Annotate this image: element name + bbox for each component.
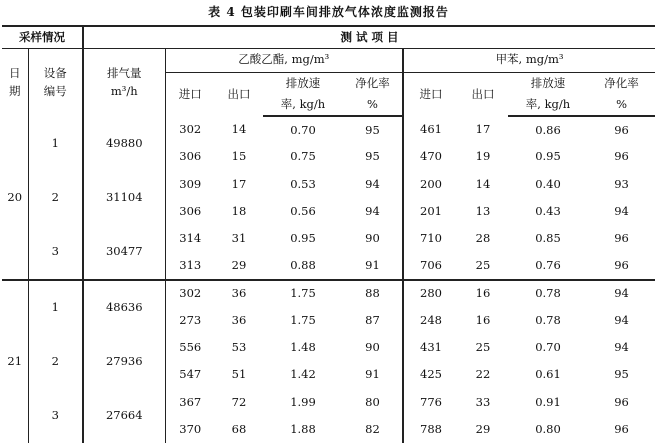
b-rate-header-1: 排放速 <box>508 72 588 94</box>
a-rate-header-2: 率, kg/h <box>263 94 343 116</box>
cell-a-out: 72 <box>231 394 247 409</box>
table-row <box>2 389 655 416</box>
cell-b-rate: 0.91 <box>535 394 561 409</box>
a-rate-header-1: 排放速 <box>263 72 343 94</box>
cell-b-in: 425 <box>420 367 442 382</box>
cell-a-eff: 90 <box>343 225 403 252</box>
cell-b-rate: 0.95 <box>535 149 561 164</box>
cell-a-rate: 1.99 <box>290 394 316 409</box>
cell-b-in: 431 <box>420 340 442 355</box>
cell-exhaust: 27664 <box>83 389 165 444</box>
cell-a-out: 51 <box>231 367 247 382</box>
a-eff-header-1: 净化率 <box>343 72 403 94</box>
cell-b-out: 14 <box>475 176 491 191</box>
cell-a-rate: 0.75 <box>290 149 316 164</box>
cell-a-in: 302 <box>165 280 215 307</box>
cell-b-rate: 0.78 <box>535 312 561 327</box>
cell-a-rate: 0.70 <box>290 122 316 137</box>
cell-a-in: 313 <box>179 257 202 272</box>
cell-b-eff: 96 <box>614 257 629 272</box>
cell-device: 2 <box>28 334 83 389</box>
cell-a-rate: 1.75 <box>263 280 343 307</box>
cell-exhaust: 30477 <box>83 225 165 280</box>
cell-b-in: 788 <box>420 421 442 436</box>
cell-a-eff: 90 <box>343 334 403 361</box>
cell-b-out: 19 <box>475 149 491 164</box>
cell-a-rate: 1.88 <box>290 421 316 436</box>
cell-b-eff: 96 <box>614 394 629 409</box>
cell-b-eff: 96 <box>614 122 629 137</box>
table-body <box>2 116 655 443</box>
cell-a-in: 547 <box>179 367 202 382</box>
cell-a-eff: 95 <box>343 143 403 170</box>
cell-b-eff: 95 <box>614 367 629 382</box>
table-row <box>2 225 655 252</box>
table-row <box>2 116 655 143</box>
cell-b-in: 200 <box>420 176 442 191</box>
cell-b-eff: 94 <box>614 312 629 327</box>
table-row <box>2 280 655 307</box>
a-outlet-header: 出口 <box>215 72 263 116</box>
cell-a-out: 17 <box>231 176 247 191</box>
cell-a-eff: 91 <box>343 252 403 279</box>
cell-b-in: 470 <box>420 149 442 164</box>
cell-a-out: 31 <box>231 231 247 246</box>
cell-b-rate: 0.70 <box>535 340 561 355</box>
cell-b-out: 25 <box>475 340 491 355</box>
cell-a-eff: 87 <box>343 307 403 334</box>
cell-b-eff: 96 <box>614 231 629 246</box>
cell-device: 2 <box>28 171 83 226</box>
cell-b-rate: 0.76 <box>535 257 561 272</box>
cell-a-out: 29 <box>231 257 247 272</box>
cell-b-in: 776 <box>420 394 442 409</box>
cell-exhaust: 49880 <box>83 116 165 171</box>
cell-a-eff: 88 <box>343 280 403 307</box>
cell-a-rate: 1.75 <box>290 312 316 327</box>
cell-b-out: 28 <box>475 231 491 246</box>
cell-a-out: 53 <box>231 340 247 355</box>
table-title: 表 4 包装印刷车间排放气体浓度监测报告 <box>208 5 449 19</box>
b-eff-header-2: % <box>588 94 655 116</box>
cell-b-out: 16 <box>458 280 508 307</box>
cell-a-out: 18 <box>231 203 247 218</box>
cell-b-eff: 94 <box>588 280 655 307</box>
cell-a-out: 36 <box>215 280 263 307</box>
cell-a-eff: 94 <box>343 198 403 225</box>
cell-b-out: 25 <box>475 257 491 272</box>
cell-a-rate: 0.88 <box>290 257 316 272</box>
cell-b-rate: 0.78 <box>508 280 588 307</box>
cell-b-eff: 94 <box>614 340 629 355</box>
cell-device: 1 <box>28 116 83 171</box>
cell-b-out: 17 <box>475 122 491 137</box>
date-header: 日 期 <box>2 48 28 116</box>
cell-date: 21 <box>2 280 28 444</box>
cell-a-in: 314 <box>179 231 202 246</box>
cell-date: 20 <box>2 116 28 280</box>
cell-b-in: 248 <box>420 312 442 327</box>
ethyl-acetate-header: 乙酸乙酯, mg/m³ <box>165 48 403 72</box>
cell-a-in: 306 <box>179 149 202 164</box>
b-rate-header-2: 率, kg/h <box>508 94 588 116</box>
cell-b-rate: 0.43 <box>535 203 561 218</box>
cell-b-out: 16 <box>475 312 491 327</box>
cell-b-in: 280 <box>403 280 458 307</box>
cell-b-in: 710 <box>420 231 442 246</box>
cell-a-rate: 1.48 <box>290 340 316 355</box>
cell-b-rate: 0.86 <box>535 122 561 137</box>
cell-a-in: 556 <box>179 340 202 355</box>
cell-b-rate: 0.85 <box>535 231 561 246</box>
cell-b-eff: 94 <box>614 203 629 218</box>
cell-a-in: 370 <box>179 421 202 436</box>
monitoring-table <box>2 25 655 443</box>
cell-device: 3 <box>28 389 83 444</box>
b-inlet-header: 进口 <box>403 72 458 116</box>
cell-device: 1 <box>28 280 83 335</box>
cell-b-in: 706 <box>420 257 442 272</box>
cell-b-eff: 96 <box>614 421 629 436</box>
cell-a-in: 302 <box>179 122 202 137</box>
cell-a-eff: 80 <box>343 389 403 416</box>
cell-a-rate: 0.56 <box>290 203 316 218</box>
cell-b-out: 13 <box>475 203 491 218</box>
cell-b-eff: 93 <box>614 176 629 191</box>
a-inlet-header: 进口 <box>165 72 215 116</box>
sampling-header: 采样情况 <box>2 26 83 48</box>
cell-b-in: 201 <box>420 203 442 218</box>
cell-a-in: 306 <box>179 203 202 218</box>
cell-b-rate: 0.40 <box>535 176 561 191</box>
cell-a-eff: 95 <box>343 116 403 143</box>
table-row <box>2 171 655 198</box>
cell-a-out: 15 <box>231 149 247 164</box>
cell-device: 3 <box>28 225 83 280</box>
cell-a-out: 14 <box>231 122 247 137</box>
cell-exhaust: 48636 <box>83 280 165 335</box>
cell-b-out: 22 <box>475 367 491 382</box>
cell-a-eff: 94 <box>343 171 403 198</box>
a-eff-header-2: % <box>343 94 403 116</box>
cell-a-rate: 1.42 <box>290 367 316 382</box>
cell-b-out: 33 <box>475 394 491 409</box>
cell-exhaust: 27936 <box>83 334 165 389</box>
cell-b-eff: 96 <box>614 149 629 164</box>
cell-a-in: 273 <box>179 312 202 327</box>
cell-a-in: 367 <box>179 394 202 409</box>
cell-a-eff: 82 <box>343 416 403 443</box>
testing-header: 测 试 项 目 <box>83 26 655 48</box>
cell-a-rate: 0.95 <box>290 231 316 246</box>
cell-b-rate: 0.80 <box>535 421 561 436</box>
cell-a-rate: 0.53 <box>290 176 316 191</box>
cell-a-out: 68 <box>231 421 247 436</box>
cell-a-eff: 91 <box>343 361 403 388</box>
cell-b-rate: 0.61 <box>535 367 561 382</box>
device-header: 设备 编号 <box>28 48 83 116</box>
cell-b-in: 461 <box>420 122 442 137</box>
cell-a-out: 36 <box>231 312 247 327</box>
cell-exhaust: 31104 <box>83 171 165 226</box>
b-outlet-header: 出口 <box>458 72 508 116</box>
cell-a-in: 309 <box>179 176 202 191</box>
toluene-header: 甲苯, mg/m³ <box>403 48 655 72</box>
cell-b-out: 29 <box>475 421 491 436</box>
b-eff-header-1: 净化率 <box>588 72 655 94</box>
table-row <box>2 334 655 361</box>
exhaust-header: 排气量 m³/h <box>83 48 165 116</box>
